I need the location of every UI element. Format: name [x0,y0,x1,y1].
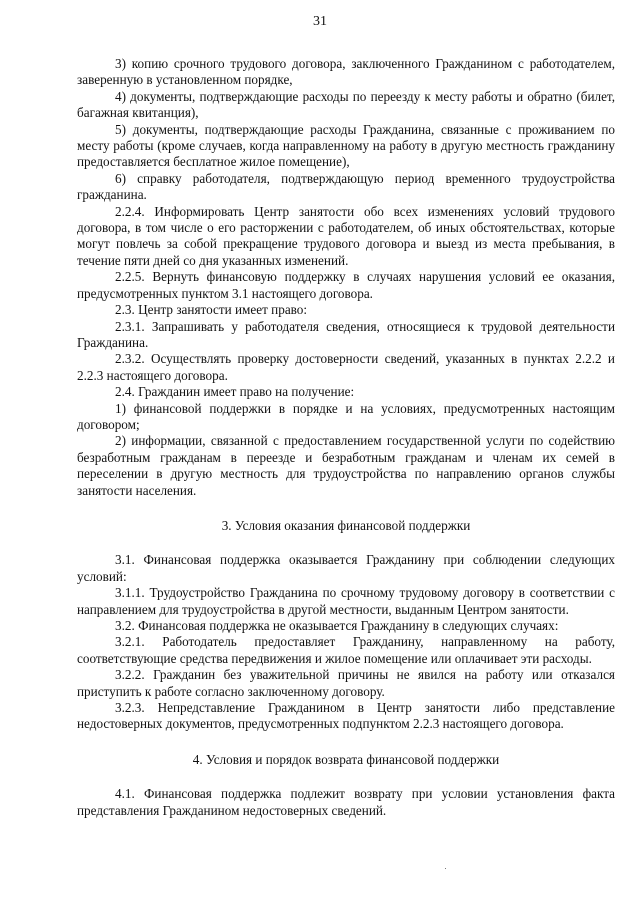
section-heading-4: 4. Условия и порядок возврата финансовой поддержки [192,751,500,767]
page-number: 31 [313,14,327,29]
section-spacer [77,768,615,786]
paragraph-3-2-2: 3.2.2. Гражданин без уважительной причины не явился на работу или отказался приступить к работе согласно заключенному договору. [77,667,615,699]
paragraph-2-4-item-2: 2) информации, связанной с предоставлением государственной услуги по содействию безработным гражданам в переезде и безработным гражданам и членам их семей в переселении в другую местность для трудоустройства по направлению органов службы занятости населения. [77,433,615,498]
paragraph-3-1: 3.1. Финансовая поддержка оказывается Гражданину при соблюдении следующих условий: [77,552,615,584]
paragraph-item-6-employer-certificate: 6) справку работодателя, подтверждающую период временного трудоустройства гражданина. [77,170,615,203]
document-body [77,56,615,819]
paragraph-2-4-item-1: 1) финансовой поддержки в порядке и на условиях, предусмотренных настоящим договором; [77,400,615,432]
paragraph-3-2-1: 3.2.1. Работодатель предоставляет Гражданину, направленному на работу, соответствующие средства передвижения и жилое помещение или оплачивает эти расходы. [77,634,615,666]
paragraph-2-3-1: 2.3.1. Запрашивать у работодателя сведения, относящиеся к трудовой деятельности Гражданина. [77,318,615,350]
section-spacer [77,534,615,552]
scan-speck [445,868,446,869]
paragraph-item-4-travel-docs: 4) документы, подтверждающие расходы по переезду к месту работы и обратно (билет, багажная квитанция), [77,88,615,121]
paragraph-item-5-housing-docs: 5) документы, подтверждающие расходы Гражданина, связанные с проживанием по месту работы (кроме случаев, когда направленному на работу в другую местность гражданину предоставляется бесплатное жилое помещение), [77,121,615,170]
paragraph-3-1-1: 3.1.1. Трудоустройство Гражданина по срочному трудовому договору в соответствии с направлением для трудоустройства в другой местности, выданным Центром занятости. [77,585,615,617]
section-spacer [77,499,615,518]
section-spacer [77,733,615,752]
paragraph-item-3-copy-contract: 3) копию срочного трудового договора, заключенного Гражданином с работодателем, заверенную в установленном порядке, [77,56,615,88]
paragraph-3-2-3: 3.2.3. Непредставление Гражданином в Центр занятости либо представление недостоверных документов, предусмотренных подпунктом 2.2.3 настоящего договора. [77,700,615,732]
paragraph-2-4: 2.4. Гражданин имеет право на получение: [115,384,355,400]
paragraph-2-2-4: 2.2.4. Информировать Центр занятости обо всех изменениях условий трудового договора, в том числе о его расторжении с работодателем, об иных обстоятельствах, которые могут повлечь за собой прекращение трудового договора и выезд из места пребывания, в течение пяти дней со дня указанных изменений. [77,203,615,268]
paragraph-3-2: 3.2. Финансовая поддержка не оказывается Гражданину в следующих случаях: [115,618,559,633]
paragraph-2-3: 2.3. Центр занятости имеет право: [115,302,308,318]
paragraph-2-3-2: 2.3.2. Осуществлять проверку достоверности сведений, указанных в пунктах 2.2.2 и 2.2.3 настоящего договора. [77,351,615,383]
paragraph-4-1: 4.1. Финансовая поддержка подлежит возврату при условии установления факта представления Гражданином недостоверных сведений. [77,786,615,818]
section-heading-3: 3. Условия оказания финансовой поддержки [221,517,471,533]
paragraph-2-2-5: 2.2.5. Вернуть финансовую поддержку в случаях нарушения условий ее оказания, предусмотренных пунктом 3.1 настоящего договора. [77,269,615,301]
